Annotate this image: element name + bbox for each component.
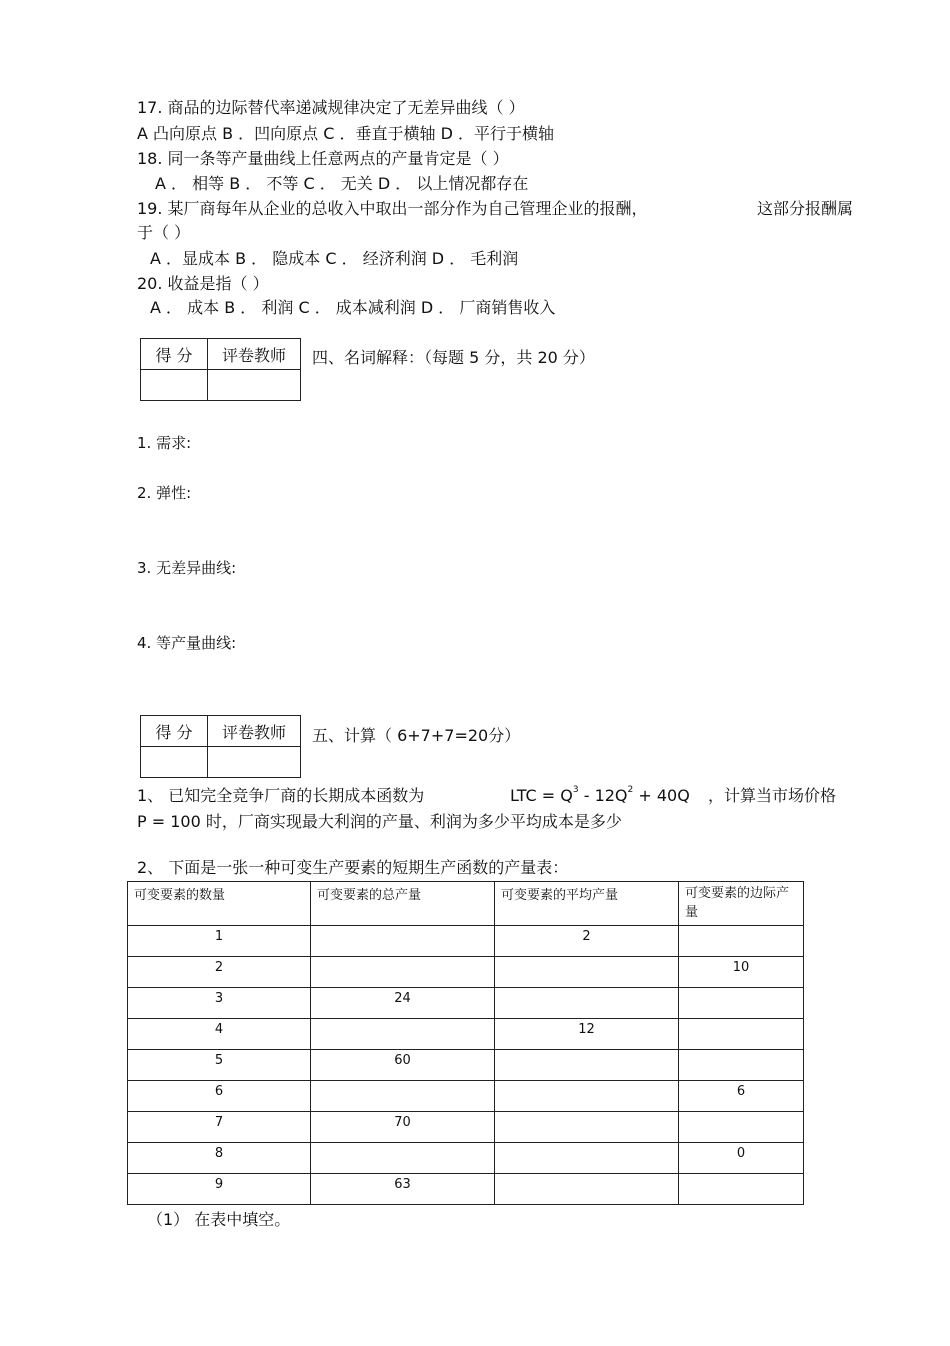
table-row [128,1174,804,1205]
table-row [128,957,804,988]
q18-stem: 18. 同一条等产量曲线上任意两点的产量肯定是（ ） [137,149,509,168]
cell-quantity: 2 [128,957,311,988]
production-table [127,881,804,1205]
score-cell[interactable] [141,370,208,401]
cell-quantity: 8 [128,1143,311,1174]
table-row [128,926,804,957]
cell-total[interactable]: 70 [311,1112,495,1143]
table-row [128,1081,804,1112]
term-demand: 1. 需求: [137,434,192,452]
cell-total[interactable] [311,1081,495,1112]
ltc-formula [510,786,690,809]
score-box-section4 [140,338,301,401]
score-cell[interactable] [141,747,208,778]
ltc-formula-part3: + 40Q [633,786,690,805]
teacher-cell[interactable] [208,747,301,778]
cell-marginal[interactable]: 6 [679,1081,804,1112]
cell-marginal[interactable] [679,1019,804,1050]
cell-total[interactable] [311,1019,495,1050]
cell-average[interactable]: 2 [495,926,679,957]
score-label: 得 分 [141,716,208,747]
cell-average[interactable] [495,1081,679,1112]
cell-quantity: 6 [128,1081,311,1112]
teacher-label: 评卷教师 [208,716,301,747]
q20-stem: 20. 收益是指（ ） [137,274,269,293]
cell-average[interactable] [495,1050,679,1081]
q19-stem-part2: 这部分报酬属 [757,199,854,218]
problem1-tail: ，计算当市场价格 [708,786,837,805]
table-row [128,1019,804,1050]
problem1-intro: 1、 已知完全竞争厂商的长期成本函数为 [137,786,425,805]
q19-stem-part1: 19. 某厂商每年从企业的总收入中取出一部分作为自己管理企业的报酬， [137,199,648,218]
cell-marginal[interactable] [679,988,804,1019]
subquestion-1: （1） 在表中填空。 [147,1210,291,1229]
teacher-cell[interactable] [208,370,301,401]
cell-marginal[interactable] [679,1174,804,1205]
cell-average[interactable] [495,1112,679,1143]
teacher-label: 评卷教师 [208,339,301,370]
cell-marginal[interactable]: 10 [679,957,804,988]
cell-quantity: 7 [128,1112,311,1143]
ltc-formula-part1: LTC = Q [510,786,573,805]
cell-quantity: 4 [128,1019,311,1050]
cell-average[interactable]: 12 [495,1019,679,1050]
section4-heading: 四、名词解释：（每题 5 分，共 20 分） [312,348,595,367]
score-label: 得 分 [141,339,208,370]
cell-marginal[interactable] [679,1112,804,1143]
table-row [128,1050,804,1081]
header-marginal-product: 可变要素的边际产量 [679,882,804,926]
table-row [128,988,804,1019]
q18-options: A ． 相等 B ． 不等 C ． 无关 D ． 以上情况都存在 [155,174,529,193]
cell-total[interactable]: 63 [311,1174,495,1205]
cell-average[interactable] [495,957,679,988]
cell-marginal[interactable] [679,1050,804,1081]
score-box-section5 [140,715,301,778]
table-row [128,1143,804,1174]
cell-quantity: 1 [128,926,311,957]
exponent-3: 3 [572,785,579,795]
cell-average[interactable] [495,1143,679,1174]
cell-quantity: 9 [128,1174,311,1205]
cell-total[interactable]: 60 [311,1050,495,1081]
term-indifference-curve: 3. 无差异曲线: [137,559,237,577]
q17-options: A 凸向原点 B ．凹向原点 C ．垂直于横轴 D ．平行于横轴 [137,124,555,143]
table-header-row [128,882,804,926]
cell-total[interactable] [311,926,495,957]
q19-options: A ．显成本 B ． 隐成本 C ． 经济利润 D ． 毛利润 [150,249,519,268]
cell-average[interactable] [495,988,679,1019]
cell-total[interactable] [311,1143,495,1174]
term-elasticity: 2. 弹性: [137,484,192,502]
term-isoquant: 4. 等产量曲线: [137,634,237,652]
table-row [128,1112,804,1143]
cell-quantity: 3 [128,988,311,1019]
ltc-formula-part2: - 12Q [578,786,628,805]
cell-marginal[interactable] [679,926,804,957]
cell-quantity: 5 [128,1050,311,1081]
section5-heading: 五、计算（ 6+7+7=20分） [312,726,521,745]
cell-total[interactable] [311,957,495,988]
header-average-product: 可变要素的平均产量 [495,882,679,926]
header-total-product: 可变要素的总产量 [311,882,495,926]
header-quantity: 可变要素的数量 [128,882,311,926]
problem1-question: P = 100 时，厂商实现最大利润的产量、利润为多少平均成本是多少 [137,812,622,831]
problem2-intro: 2、 下面是一张一种可变生产要素的短期生产函数的产量表： [137,858,569,877]
q20-options: A ． 成本 B ． 利润 C ． 成本减利润 D ． 厂商销售收入 [150,298,556,317]
exponent-2: 2 [627,785,634,795]
cell-total[interactable]: 24 [311,988,495,1019]
q17-stem: 17. 商品的边际替代率递减规律决定了无差异曲线（ ） [137,98,525,117]
q19-stem-part3: 于（ ） [137,223,191,242]
cell-marginal[interactable]: 0 [679,1143,804,1174]
cell-average[interactable] [495,1174,679,1205]
